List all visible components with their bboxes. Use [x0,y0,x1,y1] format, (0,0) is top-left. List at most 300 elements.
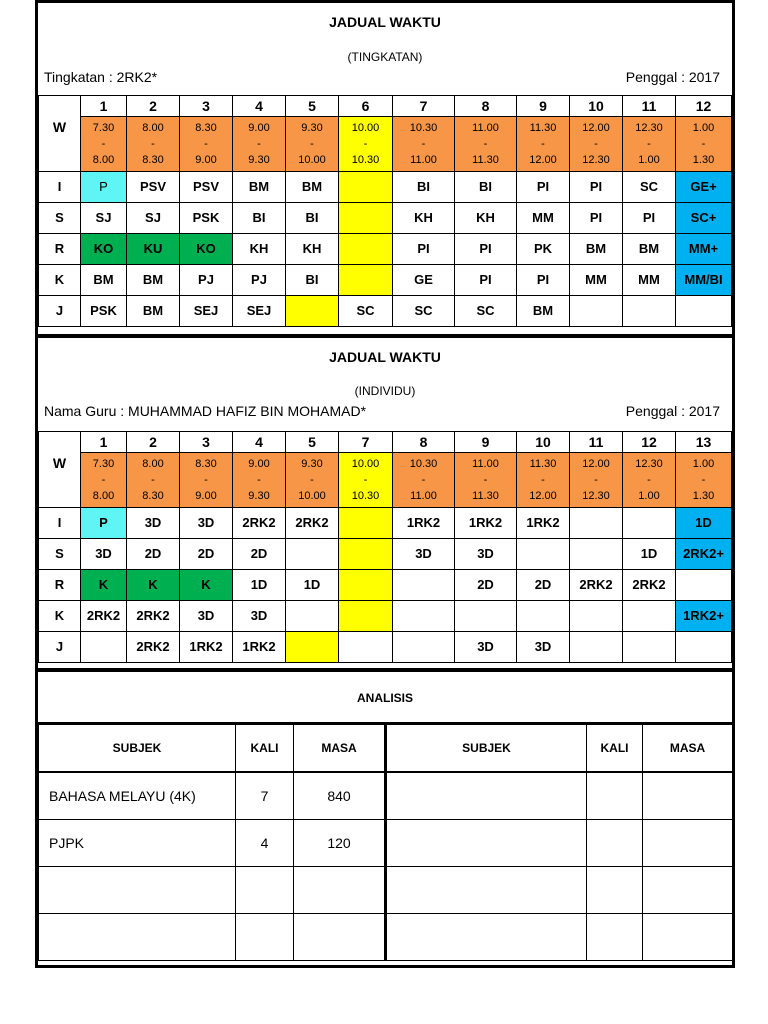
subject-cell [339,569,393,600]
time-slot [517,453,570,508]
analysis-cell [643,867,733,914]
subject-cell: MM/BI [676,264,732,295]
subject-cell [570,295,623,326]
subject-cell: 2RK2 [623,569,676,600]
analysis-cell [587,867,643,914]
subject-cell [623,600,676,631]
subject-cell [623,507,676,538]
time-start: 8.30 [195,121,217,134]
time-start: 1.00 [692,457,715,470]
time-end: 1.30 [692,489,715,502]
subject-cell: PI [570,202,623,233]
time-start: 11.30 [529,121,557,134]
time-slot [127,117,180,172]
period-number: 3 [180,432,233,453]
subject-cell [676,631,732,662]
subject-cell: 2RK2 [233,507,286,538]
class-timetable-title: JADUAL WAKTU [329,14,441,30]
time-separator: - [483,137,488,150]
teacher-timetable-title: JADUAL WAKTU [329,349,441,365]
analysis-header: SUBJEK [386,724,587,773]
period-number: 12 [676,96,732,117]
analysis-cell [39,914,236,961]
analysis-cell [294,867,386,914]
time-separator: - [421,137,426,150]
day-row [39,233,732,264]
time-separator: - [204,137,208,150]
subject-cell: KO [180,233,233,264]
subject-cell: MM [623,264,676,295]
time-end: 1.00 [638,153,660,166]
time-slot [623,117,676,172]
timetable-sheet [35,0,735,968]
time-separator: - [541,137,545,150]
subject-cell: 2RK2 [570,569,623,600]
period-number: 5 [286,96,339,117]
subject-cell: 3D [180,507,233,538]
time-slot [570,453,623,508]
corner-cell [39,432,81,453]
subject-cell: 2RK2 [286,507,339,538]
subject-cell: 3D [455,538,517,569]
subject-cell: SC [455,295,517,326]
analysis-cell: 7 [236,772,294,820]
subject-cell [339,202,393,233]
time-slot [339,453,393,508]
subject-cell: SC [393,295,455,326]
time-separator: - [310,473,314,486]
subject-cell [339,171,393,202]
period-number: 9 [517,96,570,117]
subject-cell [339,233,393,264]
subject-cell: BI [286,202,339,233]
analysis-cell [386,820,587,867]
subject-cell [676,295,732,326]
time-slot [180,117,233,172]
analysis-cell [294,914,386,961]
subject-cell: 3D [455,631,517,662]
subject-cell [393,600,455,631]
day-label: I [39,171,81,202]
time-start: 11.00 [472,457,499,470]
time-slot [455,117,517,172]
time-start: 12.00 [582,121,610,134]
time-separator: - [257,137,261,150]
subject-cell: 1RK2 [233,631,286,662]
analysis-cell: 840 [294,772,386,820]
analysis-row [39,914,733,961]
day-row [39,202,732,233]
day-row [39,507,732,538]
subject-cell: 1D [676,507,732,538]
time-end: 9.30 [248,489,270,502]
subject-cell: 1RK2+ [676,600,732,631]
analysis-cell [236,867,294,914]
time-slot [676,117,732,172]
subject-cell: K [180,569,233,600]
time-slot [393,117,455,172]
time-separator: - [101,473,106,486]
time-start: 10.00 [351,457,380,470]
time-separator: - [701,473,706,486]
subject-cell: BM [127,295,180,326]
time-start: 10.30 [409,121,438,134]
subject-cell: BM [81,264,127,295]
analysis-row [39,772,733,820]
time-end: 10.00 [298,153,326,166]
subject-cell [81,631,127,662]
analysis-cell: BAHASA MELAYU (4K) [39,772,236,820]
time-end: 11.30 [472,489,499,502]
subject-cell: PI [570,171,623,202]
subject-cell: PSK [180,202,233,233]
subject-cell [339,538,393,569]
period-number: 9 [455,432,517,453]
day-row [39,538,732,569]
subject-cell: 1RK2 [180,631,233,662]
period-number: 10 [517,432,570,453]
class-timetable-subtitle: (TINGKATAN) [347,50,423,64]
time-separator: - [310,137,314,150]
time-start: 8.00 [142,121,164,134]
subject-cell [623,631,676,662]
time-slot [81,453,127,508]
subject-cell: PSV [127,171,180,202]
subject-cell: 2D [127,538,180,569]
subject-cell: BI [393,171,455,202]
period-number: 2 [127,96,180,117]
day-label: I [39,507,81,538]
time-end: 9.30 [248,153,270,166]
time-end: 11.30 [472,153,499,166]
subject-cell: PI [623,202,676,233]
subject-cell: SC+ [676,202,732,233]
subject-cell [393,631,455,662]
time-separator: - [647,137,651,150]
subject-cell: 2RK2+ [676,538,732,569]
subject-cell [570,538,623,569]
subject-cell: K [127,569,180,600]
time-slot [81,117,127,172]
analysis-header: MASA [294,724,386,773]
time-end: 10.30 [351,153,380,166]
subject-cell: GE [393,264,455,295]
period-number: 8 [455,96,517,117]
time-separator: - [101,137,106,150]
subject-cell: 2RK2 [81,600,127,631]
day-label: R [39,569,81,600]
period-number: 2 [127,432,180,453]
time-end: 1.30 [692,153,715,166]
period-number: 12 [623,432,676,453]
subject-cell: 2D [455,569,517,600]
subject-cell: BM [233,171,286,202]
subject-cell: 2RK2 [127,600,180,631]
analysis-cell [587,772,643,820]
time-separator: - [421,473,426,486]
analysis-cell [39,867,236,914]
time-end: 8.30 [142,489,164,502]
time-slot [286,117,339,172]
time-row-label: W [39,117,81,172]
analysis-cell [386,914,587,961]
time-slot [393,453,455,508]
subject-cell: PJ [233,264,286,295]
time-slot [233,453,286,508]
class-timetable-section [35,0,735,338]
time-start: 10.30 [409,457,438,470]
time-slot [623,453,676,508]
analysis-cell [643,914,733,961]
time-separator: - [151,473,155,486]
subject-cell: PI [393,233,455,264]
time-separator: - [701,137,706,150]
time-slot [233,117,286,172]
subject-cell: P [81,171,127,202]
subject-cell: SC [623,171,676,202]
period-number: 3 [180,96,233,117]
subject-cell: 3D [127,507,180,538]
subject-cell: BI [286,264,339,295]
time-slot [570,117,623,172]
period-number: 13 [676,432,732,453]
time-start: 8.30 [195,457,217,470]
class-term: Penggal : 2017 [625,69,720,85]
period-number: 7 [339,432,393,453]
time-start: 9.30 [301,457,323,470]
day-row [39,600,732,631]
subject-cell: KH [286,233,339,264]
subject-cell: PSV [180,171,233,202]
subject-cell: 2D [233,538,286,569]
subject-cell: KU [127,233,180,264]
day-row [39,171,732,202]
time-separator: - [204,473,208,486]
subject-cell: GE+ [676,171,732,202]
corner-cell [39,96,81,117]
time-start: 7.30 [92,121,115,134]
time-end: 1.00 [638,489,660,502]
subject-cell: 1RK2 [517,507,570,538]
period-number: 10 [570,96,623,117]
time-end: 10.30 [351,489,380,502]
day-label: R [39,233,81,264]
subject-cell [517,538,570,569]
subject-cell: PI [455,264,517,295]
subject-cell [286,600,339,631]
period-number: 4 [233,96,286,117]
time-start: 9.00 [248,121,270,134]
time-end: 11.00 [410,489,437,502]
subject-cell: KH [233,233,286,264]
time-start: 7.30 [92,457,115,470]
day-row [39,264,732,295]
period-number: 5 [286,432,339,453]
analysis-cell [386,867,587,914]
analysis-row [39,867,733,914]
day-row [39,569,732,600]
subject-cell: KH [455,202,517,233]
time-end: 10.00 [298,489,326,502]
time-separator: - [257,473,261,486]
subject-cell: BM [623,233,676,264]
analysis-header: SUBJEK [39,724,236,773]
time-end: 11.00 [410,153,437,166]
subject-cell: SEJ [233,295,286,326]
subject-cell: 2D [517,569,570,600]
teacher-name-label: Nama Guru : MUHAMMAD HAFIZ BIN MOHAMAD* [44,403,367,419]
analysis-row [39,820,733,867]
subject-cell: 3D [517,631,570,662]
analysis-cell [587,914,643,961]
time-start: 9.30 [301,121,323,134]
time-end: 8.00 [92,489,115,502]
subject-cell [339,600,393,631]
analysis-section [35,672,735,968]
time-slot [286,453,339,508]
time-row-label: W [39,453,81,508]
subject-cell: 3D [180,600,233,631]
analysis-header: KALI [236,724,294,773]
period-number: 11 [570,432,623,453]
subject-cell: PSK [81,295,127,326]
time-separator: - [363,473,368,486]
time-start: 10.00 [351,121,380,134]
analysis-table [38,722,733,961]
subject-cell [286,295,339,326]
subject-cell [339,507,393,538]
day-label: K [39,600,81,631]
time-slot [339,117,393,172]
period-number: 6 [339,96,393,117]
subject-cell [570,631,623,662]
subject-cell: KO [81,233,127,264]
period-number: 7 [393,96,455,117]
period-number: 4 [233,432,286,453]
subject-cell: PI [517,171,570,202]
subject-cell: SC [339,295,393,326]
analysis-header: KALI [587,724,643,773]
analysis-cell [643,820,733,867]
subject-cell [286,538,339,569]
subject-cell: 1D [623,538,676,569]
day-label: K [39,264,81,295]
subject-cell: KH [393,202,455,233]
subject-cell: PJ [180,264,233,295]
time-end: 12.00 [529,489,557,502]
subject-cell: BM [286,171,339,202]
teacher-term: Penggal : 2017 [625,403,720,419]
time-end: 9.00 [195,489,217,502]
subject-cell: SJ [127,202,180,233]
day-label: S [39,202,81,233]
period-number: 1 [81,96,127,117]
subject-cell: BI [455,171,517,202]
time-separator: - [363,137,368,150]
analysis-cell [643,772,733,820]
time-start: 1.00 [692,121,715,134]
analysis-header: MASA [643,724,733,773]
subject-cell: 3D [393,538,455,569]
day-label: J [39,295,81,326]
time-start: 8.00 [142,457,164,470]
subject-cell [339,631,393,662]
day-label: J [39,631,81,662]
period-number: 11 [623,96,676,117]
subject-cell: PI [455,233,517,264]
subject-cell [623,295,676,326]
subject-cell: 2RK2 [127,631,180,662]
teacher-timetable-subtitle: (INDIVIDU) [354,384,416,398]
analysis-cell: 120 [294,820,386,867]
subject-cell [570,507,623,538]
subject-cell: MM [517,202,570,233]
time-start: 12.30 [635,457,663,470]
time-separator: - [594,137,598,150]
time-slot [517,117,570,172]
subject-cell: SJ [81,202,127,233]
time-end: 8.30 [142,153,164,166]
subject-cell: 3D [233,600,286,631]
time-separator: - [594,473,598,486]
time-slot [455,453,517,508]
subject-cell: SEJ [180,295,233,326]
time-start: 11.00 [472,121,499,134]
analysis-title: ANALISIS [356,691,413,705]
subject-cell: MM [570,264,623,295]
analysis-cell [236,914,294,961]
subject-cell [286,631,339,662]
time-separator: - [647,473,651,486]
time-separator: - [541,473,545,486]
period-number: 8 [393,432,455,453]
day-row [39,631,732,662]
subject-cell: PK [517,233,570,264]
subject-cell: 1D [233,569,286,600]
time-start: 11.30 [529,457,557,470]
day-row [39,295,732,326]
subject-cell: 1D [286,569,339,600]
subject-cell: 2D [180,538,233,569]
analysis-cell: 4 [236,820,294,867]
analysis-cell [587,820,643,867]
time-end: 12.00 [529,153,557,166]
subject-cell [570,600,623,631]
day-label: S [39,538,81,569]
time-end: 9.00 [195,153,217,166]
subject-cell [339,264,393,295]
teacher-timetable-section [35,338,735,672]
subject-cell [393,569,455,600]
subject-cell: BM [517,295,570,326]
subject-cell [455,600,517,631]
subject-cell: BM [127,264,180,295]
subject-cell: P [81,507,127,538]
subject-cell [517,600,570,631]
analysis-cell [386,772,587,820]
period-number: 1 [81,432,127,453]
time-separator: - [151,137,155,150]
analysis-cell: PJPK [39,820,236,867]
subject-cell: BI [233,202,286,233]
time-slot [180,453,233,508]
subject-cell: PI [517,264,570,295]
time-end: 12.30 [582,153,610,166]
time-start: 9.00 [248,457,270,470]
subject-cell [676,569,732,600]
subject-cell: BM [570,233,623,264]
time-separator: - [483,473,488,486]
